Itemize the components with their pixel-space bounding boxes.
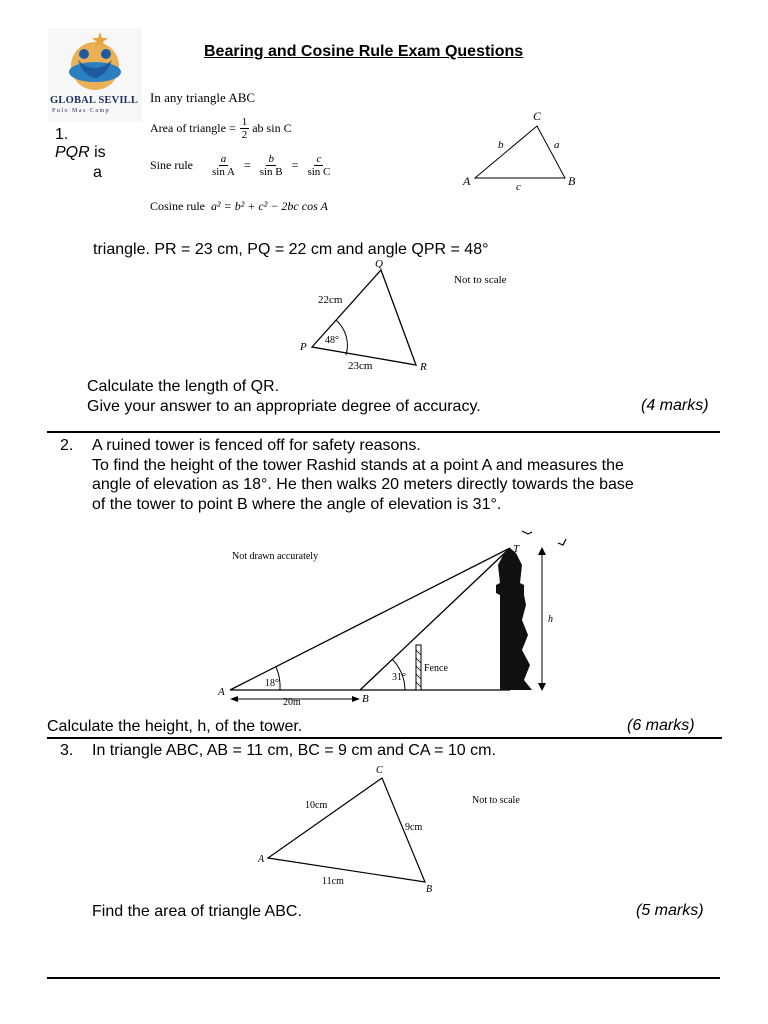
q2-tower	[496, 548, 532, 690]
q3-label-C: C	[376, 765, 383, 776]
divider-1	[47, 431, 720, 433]
cosine-formula: a² = b² + c² − 2bc cos A	[211, 199, 328, 213]
reference-triangle	[475, 126, 565, 178]
q1-label-angle: 48°	[325, 335, 339, 346]
q2-bird2-icon	[558, 539, 566, 545]
ref-label-C: C	[533, 109, 542, 123]
formula-heading: In any triangle ABC	[150, 90, 256, 105]
q1-marks: (4 marks)	[641, 397, 709, 414]
page-title: Bearing and Cosine Rule Exam Questions	[204, 43, 524, 60]
q1-not-to-scale: Not to scale	[454, 274, 507, 286]
cosine-label: Cosine rule	[150, 199, 205, 213]
q1-number: 1.	[55, 126, 69, 143]
q2-tower-figure	[210, 525, 580, 715]
q2-label-fence: Fence	[424, 663, 448, 674]
q3-not-to-scale: Not to scale	[472, 795, 520, 806]
q2-marks: (6 marks)	[627, 717, 695, 734]
sine-frac-a	[210, 153, 237, 178]
sine-frac-c	[305, 153, 332, 178]
q2-label-h: h	[548, 614, 553, 625]
q2-label-A: A	[218, 686, 225, 698]
q1-triangle-figure	[290, 255, 530, 375]
divider-3	[47, 977, 720, 979]
q1-triangle	[312, 270, 416, 365]
ref-label-A: A	[463, 174, 471, 188]
ref-label-c: c	[516, 181, 521, 193]
q2-h-arrow-top-icon	[538, 547, 546, 555]
area-label: Area of triangle =	[150, 121, 236, 135]
q2-line-AT	[230, 548, 510, 690]
q2-number: 2.	[60, 437, 74, 454]
sine-rule	[150, 153, 335, 178]
q2-dist-arrow-right-icon	[352, 696, 360, 702]
reference-triangle-figure	[455, 104, 585, 194]
q3-triangle-figure	[250, 760, 550, 900]
ref-label-B: B	[568, 174, 576, 188]
q2-h-arrow-bottom-icon	[538, 683, 546, 691]
cosine-rule	[150, 199, 328, 214]
sine-equals-2: =	[291, 158, 299, 172]
sine-num-a: a	[220, 153, 227, 165]
q3-marks: (5 marks)	[636, 902, 704, 919]
area-formula	[150, 116, 292, 141]
q1-label-pr: 23cm	[348, 360, 373, 372]
sine-den-c: sin C	[307, 166, 331, 178]
ref-label-b: b	[498, 139, 504, 151]
q1-pqr	[55, 143, 106, 163]
q2-question: Calculate the height, h, of the tower.	[47, 718, 303, 735]
area-tail: ab sin C	[252, 121, 292, 135]
q2-line-0: A ruined tower is fenced off for safety reasons.	[92, 437, 421, 454]
area-frac-den: 2	[241, 129, 248, 141]
q2-not-drawn: Not drawn accurately	[232, 551, 319, 562]
q2-label-B: B	[362, 693, 369, 705]
q1-label-P: P	[300, 341, 307, 353]
q1-line2: Give your answer to an appropriate degree of accuracy.	[87, 398, 481, 415]
q2-label-angle-A: 18°	[265, 678, 279, 689]
q2-label-T: T	[513, 543, 520, 555]
area-frac-num: 1	[241, 116, 248, 128]
q3-statement: In triangle ABC, AB = 11 cm, BC = 9 cm and CA = 10 cm.	[92, 742, 496, 759]
q1-label-pq: 22cm	[318, 294, 343, 306]
q3-label-bc: 9cm	[405, 822, 423, 833]
q1-label-Q: Q	[375, 258, 383, 270]
q3-question: Find the area of triangle ABC.	[92, 903, 302, 920]
sine-num-c: c	[316, 153, 322, 165]
divider-2	[47, 737, 722, 739]
q2-label-angle-B: 31°	[392, 672, 406, 683]
sine-equals-1: =	[243, 158, 251, 172]
q2-label-dist: 20m	[283, 697, 301, 708]
q1-is: is	[94, 144, 106, 161]
sine-label: Sine rule	[150, 158, 193, 172]
q1-line1: Calculate the length of QR.	[87, 378, 280, 395]
q2-dist-arrow-left-icon	[230, 696, 238, 702]
sine-frac-b	[258, 153, 285, 178]
q3-label-A: A	[258, 854, 265, 865]
logo-name: GLOBAL SEVILL	[50, 95, 139, 106]
sine-den-b: sin B	[259, 166, 283, 178]
logo-subtitle: Pulo Mas Camp	[52, 108, 111, 114]
sine-num-b: b	[268, 153, 274, 165]
q3-number: 3.	[60, 742, 74, 759]
area-fraction	[240, 116, 250, 141]
q3-label-B: B	[426, 884, 433, 895]
q3-label-ca: 10cm	[305, 800, 328, 811]
q1-label-R: R	[420, 361, 427, 373]
ref-label-a: a	[554, 139, 560, 151]
q1-statement: triangle. PR = 23 cm, PQ = 22 cm and angle QPR = 48°	[93, 241, 489, 258]
q2-line-1: To find the height of the tower Rashid stands at a point A and measures the	[92, 457, 624, 474]
q3-triangle	[268, 778, 425, 882]
sine-den-a: sin A	[212, 166, 235, 178]
q3-label-ab: 11cm	[322, 876, 344, 887]
q1-pqr-name: PQR	[55, 144, 90, 161]
q2-line-2: angle of elevation as 18°. He then walks 20 meters directly towards the base	[92, 476, 634, 493]
q2-bird-icon	[522, 531, 532, 534]
q2-line-3: of the tower to point B where the angle of elevation is 31°.	[92, 496, 502, 513]
q1-a: a	[93, 164, 102, 181]
